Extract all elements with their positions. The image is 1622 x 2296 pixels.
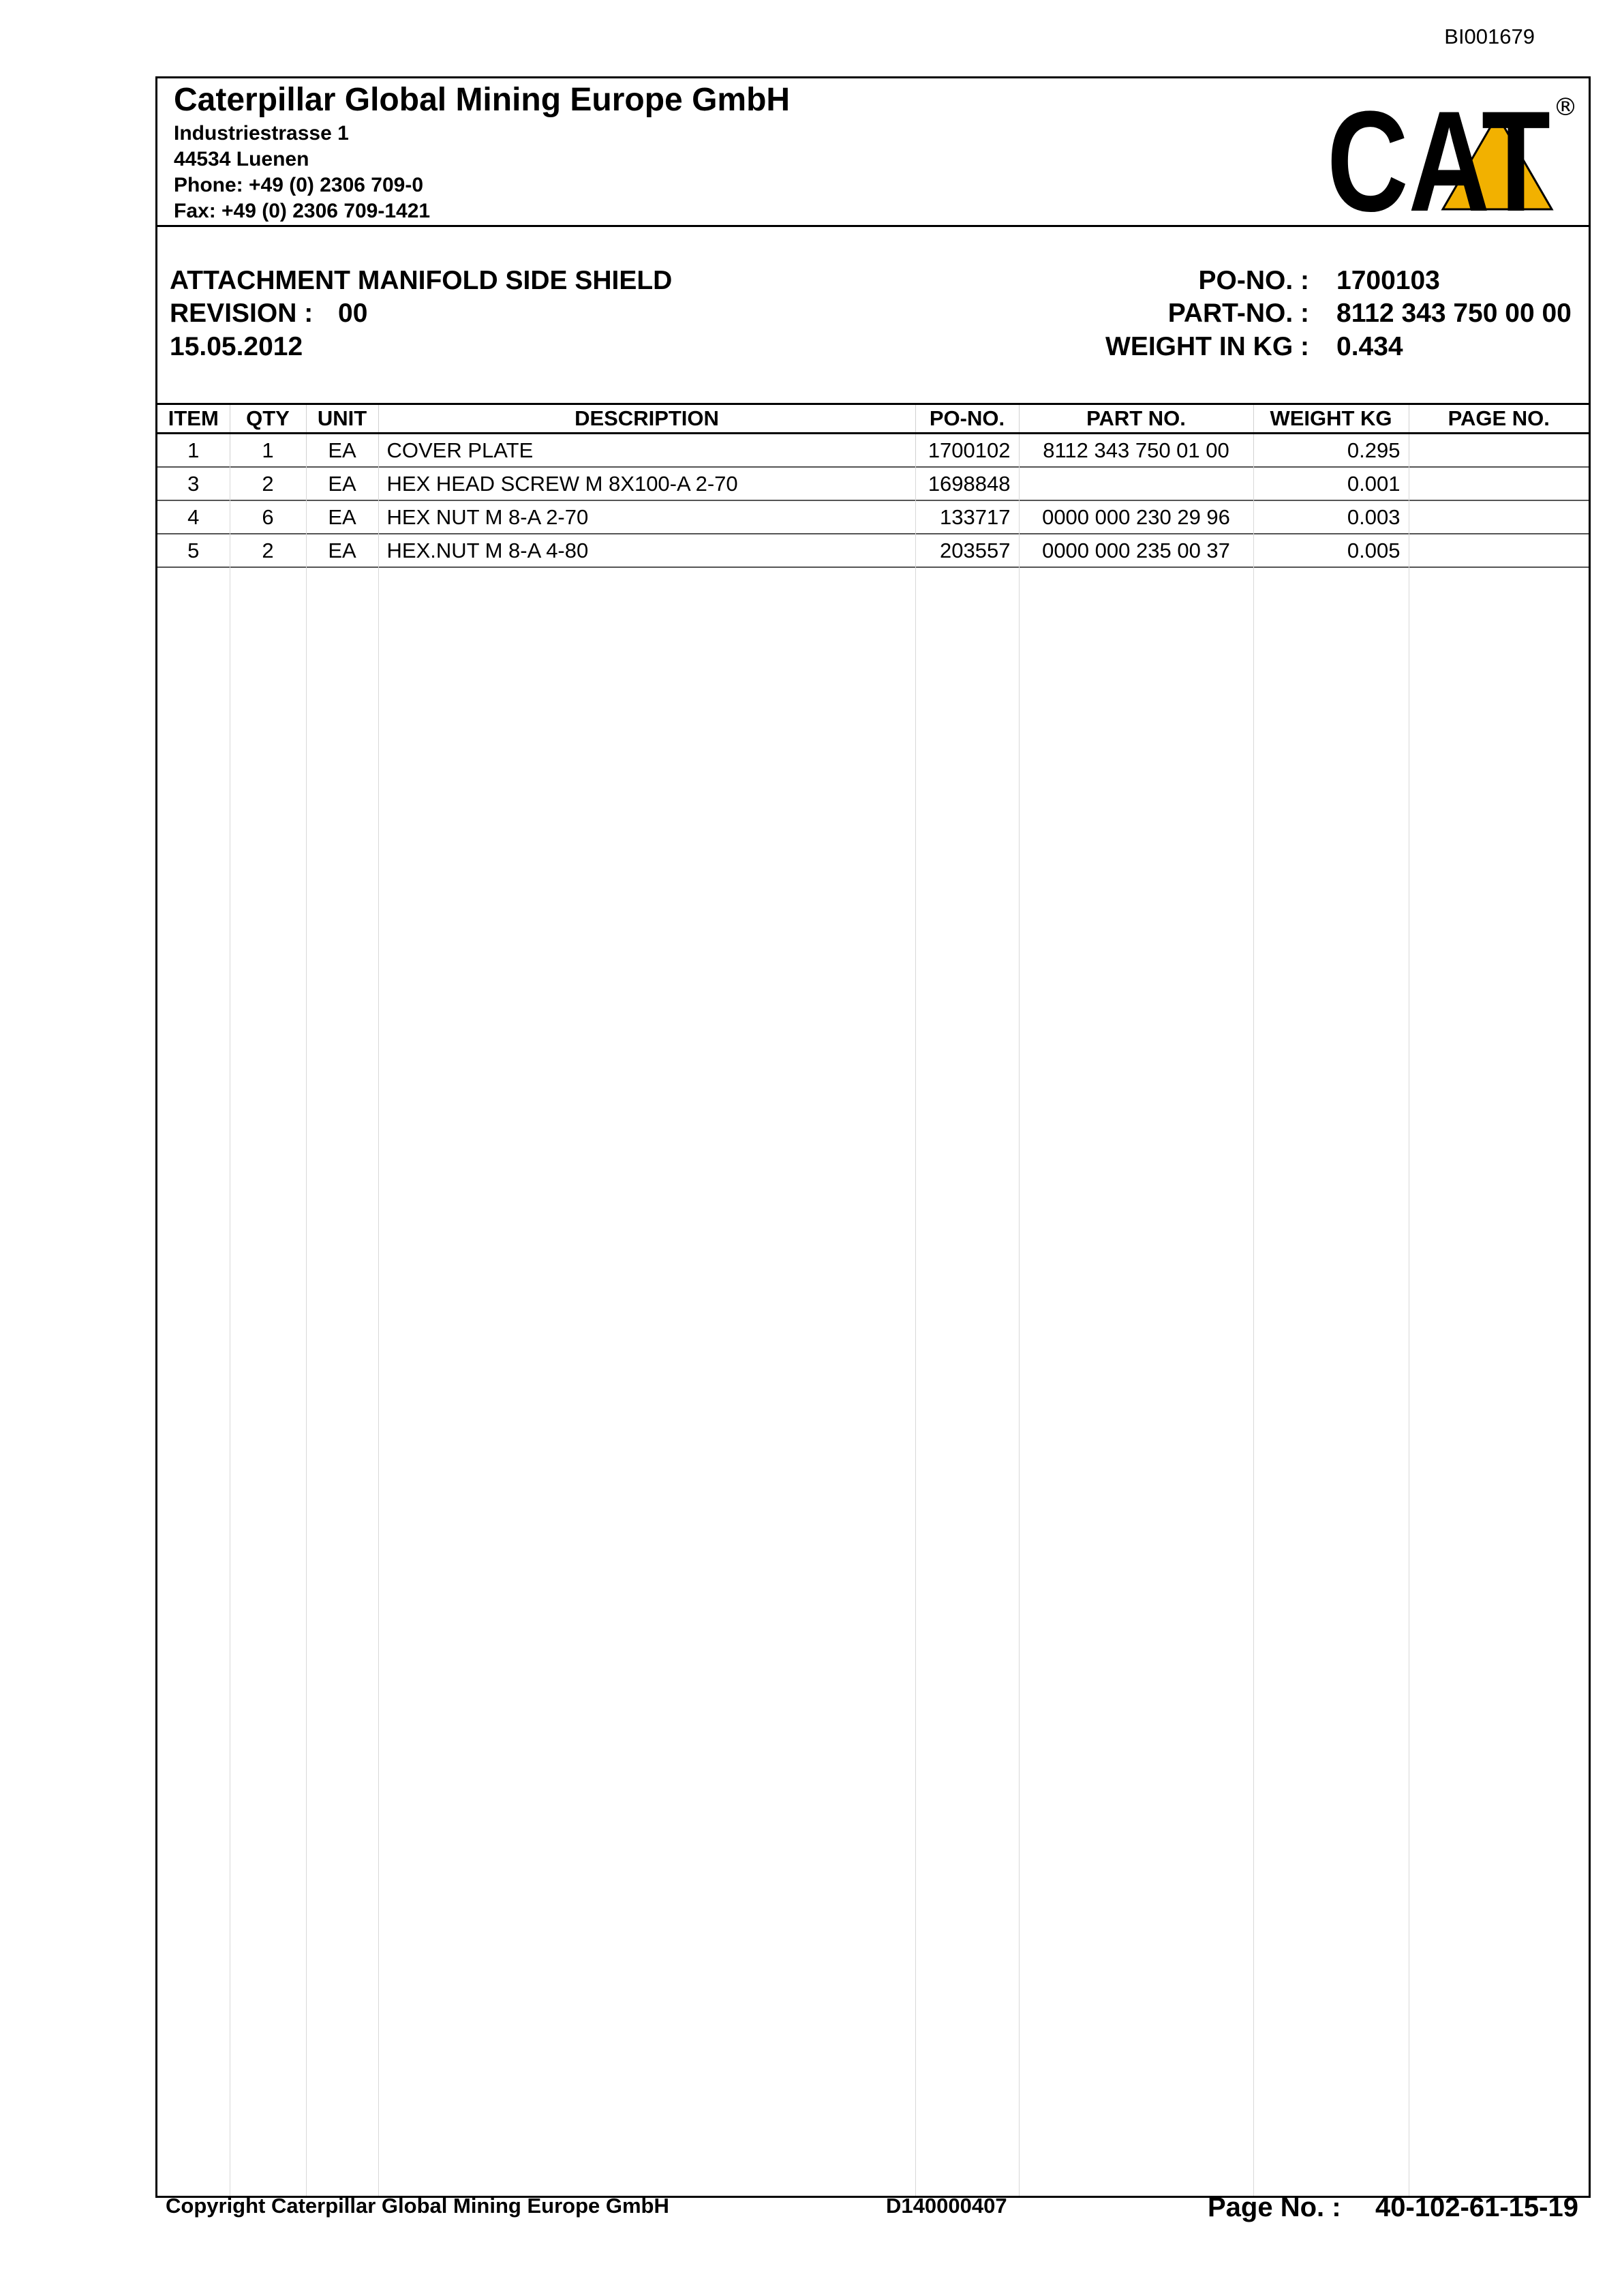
cell-item: 3 xyxy=(157,467,230,500)
cell-page xyxy=(1409,467,1589,500)
cell-po: 203557 xyxy=(915,534,1019,567)
cell-item: 5 xyxy=(157,534,230,567)
cell-qty: 1 xyxy=(230,434,306,468)
cell-part xyxy=(1019,467,1253,500)
col-header-page: PAGE NO. xyxy=(1409,404,1589,434)
company-name: Caterpillar Global Mining Europe GmbH xyxy=(174,82,791,118)
company-header xyxy=(157,78,1589,227)
column-divider xyxy=(306,460,307,2196)
part-value: 8112 343 750 00 00 xyxy=(1336,299,1572,328)
cat-logo xyxy=(1321,88,1578,217)
company-city: 44534 Luenen xyxy=(174,148,309,170)
table-row xyxy=(157,534,1589,567)
po-label: PO-NO. : xyxy=(1198,266,1309,295)
column-divider xyxy=(915,460,916,2196)
col-header-description: DESCRIPTION xyxy=(378,404,915,434)
cell-part: 0000 000 235 00 37 xyxy=(1019,534,1253,567)
footer-page-label: Page No. : xyxy=(1208,2192,1341,2222)
col-header-po: PO-NO. xyxy=(915,404,1019,434)
assembly-title: ATTACHMENT MANIFOLD SIDE SHIELD xyxy=(170,266,673,295)
column-divider xyxy=(1019,460,1020,2196)
footer-doc-number: D140000407 xyxy=(886,2194,1007,2218)
cell-po: 1698848 xyxy=(915,467,1019,500)
cell-unit: EA xyxy=(306,500,378,534)
column-divider xyxy=(378,460,379,2196)
footer-copyright: Copyright Caterpillar Global Mining Europe GmbH xyxy=(166,2194,669,2218)
company-fax: Fax: +49 (0) 2306 709-1421 xyxy=(174,200,431,222)
cell-page xyxy=(1409,434,1589,468)
registered-mark: ® xyxy=(1553,93,1578,121)
cell-unit: EA xyxy=(306,434,378,468)
cell-part: 0000 000 230 29 96 xyxy=(1019,500,1253,534)
footer-page-value: 40-102-61-15-19 xyxy=(1375,2192,1578,2222)
table-header-row xyxy=(157,404,1589,434)
cell-item: 4 xyxy=(157,500,230,534)
cell-description: COVER PLATE xyxy=(378,434,915,468)
po-value: 1700103 xyxy=(1336,266,1440,295)
cell-weight: 0.003 xyxy=(1253,500,1409,534)
weight-value: 0.434 xyxy=(1336,332,1403,361)
cell-weight: 0.295 xyxy=(1253,434,1409,468)
assembly-date: 15.05.2012 xyxy=(170,332,303,361)
cell-unit: EA xyxy=(306,467,378,500)
table-row xyxy=(157,434,1589,468)
company-street: Industriestrasse 1 xyxy=(174,122,349,145)
cell-weight: 0.001 xyxy=(1253,467,1409,500)
cell-item: 1 xyxy=(157,434,230,468)
cell-description: HEX HEAD SCREW M 8X100-A 2-70 xyxy=(378,467,915,500)
cell-po: 1700102 xyxy=(915,434,1019,468)
cell-page xyxy=(1409,534,1589,567)
cell-weight: 0.005 xyxy=(1253,534,1409,567)
cell-description: HEX NUT M 8-A 2-70 xyxy=(378,500,915,534)
column-divider xyxy=(1253,460,1254,2196)
cell-qty: 6 xyxy=(230,500,306,534)
revision-value: 00 xyxy=(338,299,368,328)
col-header-qty: QTY xyxy=(230,404,306,434)
cell-page xyxy=(1409,500,1589,534)
col-header-part: PART NO. xyxy=(1019,404,1253,434)
parts-table xyxy=(157,403,1589,568)
col-header-weight: WEIGHT KG xyxy=(1253,404,1409,434)
cell-unit: EA xyxy=(306,534,378,567)
part-label: PART-NO. : xyxy=(1167,299,1309,328)
svg-text:CAT: CAT xyxy=(1327,88,1550,217)
revision-line xyxy=(170,299,367,329)
cell-description: HEX.NUT M 8-A 4-80 xyxy=(378,534,915,567)
weight-label: WEIGHT IN KG : xyxy=(1105,332,1309,361)
cell-qty: 2 xyxy=(230,534,306,567)
document-id: BI001679 xyxy=(1444,25,1535,48)
cell-qty: 2 xyxy=(230,467,306,500)
table-row xyxy=(157,467,1589,500)
document-frame xyxy=(155,76,1591,2198)
col-header-item: ITEM xyxy=(157,404,230,434)
table-row xyxy=(157,500,1589,534)
revision-label: REVISION : xyxy=(170,299,313,328)
col-header-unit: UNIT xyxy=(306,404,378,434)
company-phone: Phone: +49 (0) 2306 709-0 xyxy=(174,174,424,196)
cell-po: 133717 xyxy=(915,500,1019,534)
cell-part: 8112 343 750 01 00 xyxy=(1019,434,1253,468)
